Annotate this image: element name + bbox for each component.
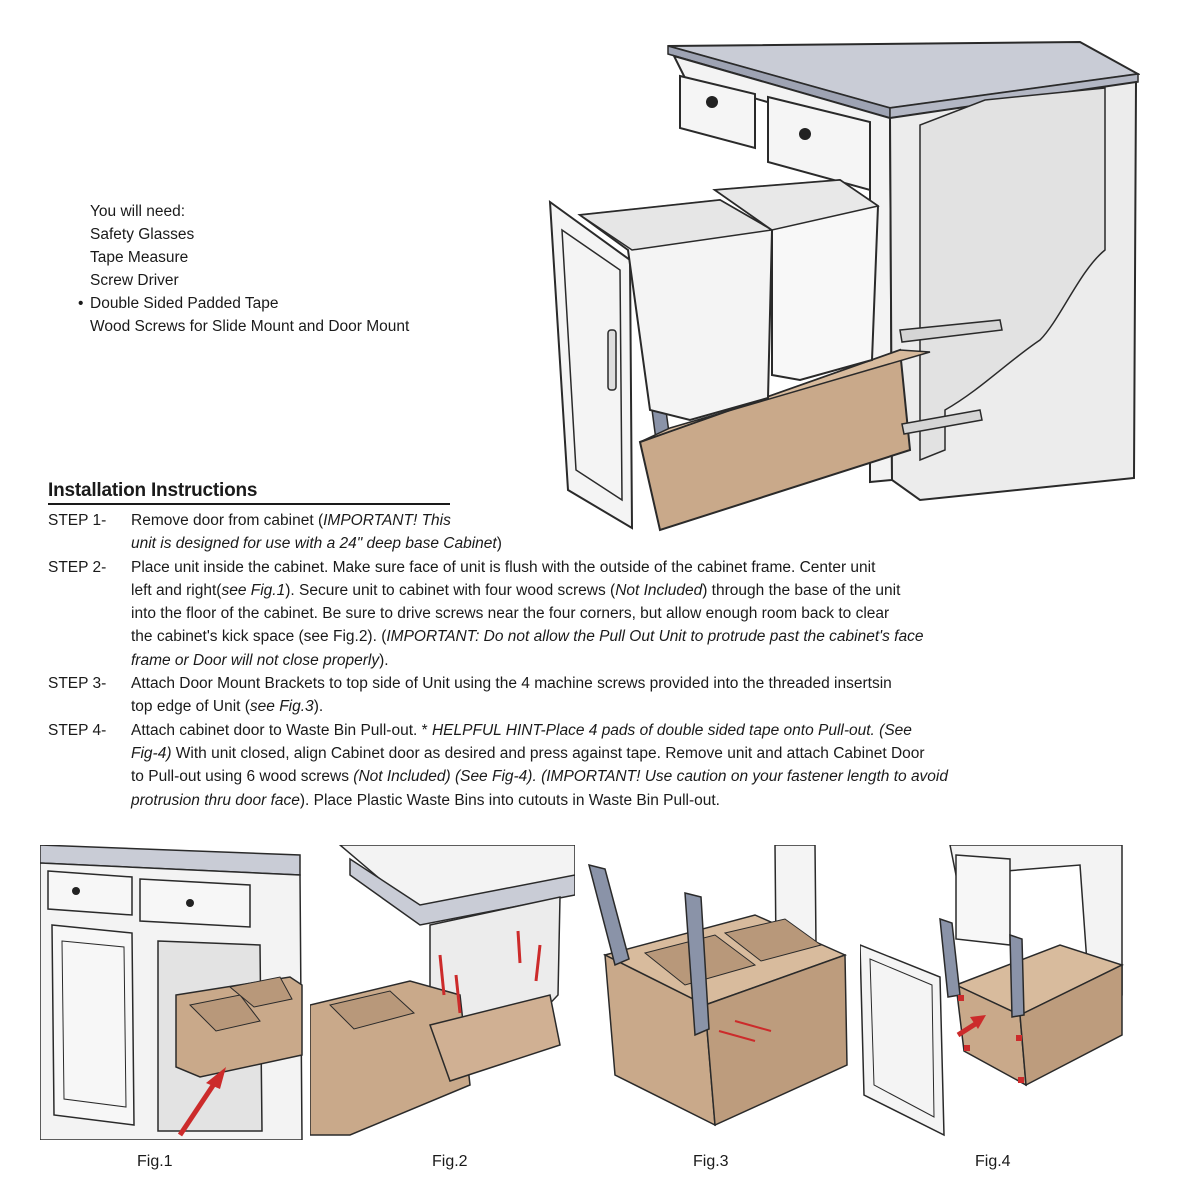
drawer-knob-icon <box>799 128 811 140</box>
tape-pad-icon <box>1018 1077 1024 1083</box>
italic-text: unit is designed for use with a 24" deep base Cabinet <box>131 535 497 553</box>
figure-2-svg <box>310 845 575 1140</box>
drawer-knob-icon <box>72 887 80 895</box>
italic-text: (Not Included) (See Fig-4). (IMPORTANT! Use caution on your fastener length to avoid <box>353 768 948 786</box>
needs-item-text: Double Sided Padded Tape <box>90 295 279 312</box>
step-line <box>131 789 1158 812</box>
italic-text: frame or Door will not close properly <box>131 651 380 669</box>
step-label: STEP 2- <box>48 558 107 576</box>
tape-pad-icon <box>958 995 964 1001</box>
step-body <box>131 556 1158 672</box>
text: Remove door from cabinet ( <box>131 512 324 529</box>
italic-text: protrusion thru door face <box>131 791 300 809</box>
step-3 <box>48 672 1158 719</box>
step-line <box>131 649 1158 672</box>
italic-text: Not Included <box>615 581 703 599</box>
text: Place unit inside the cabinet. Make sure face of unit is flush with the outside of the cabinet frame. Center unit <box>131 558 876 576</box>
installation-instructions <box>48 480 1158 812</box>
instructions-title: Installation Instructions <box>48 480 450 505</box>
figure-3 <box>585 845 850 1140</box>
drawer <box>48 871 132 915</box>
bullet: • <box>78 295 84 312</box>
cabinet-door-upper <box>956 855 1010 945</box>
door-handle-icon <box>608 330 616 390</box>
red-arrow-icon <box>518 931 520 963</box>
italic-text: IMPORTANT! This <box>323 512 451 529</box>
needs-item-text: Wood Screws for Slide Mount and Door Mount <box>90 318 410 335</box>
text: ). Secure unit to cabinet with four wood screws ( <box>285 581 616 599</box>
italic-text: see Fig.3 <box>249 698 314 716</box>
step-line <box>131 742 1158 765</box>
italic-text: Fig-4) <box>131 744 172 762</box>
hero-cabinet-illustration <box>540 30 1140 550</box>
step-body <box>131 509 601 556</box>
step-line <box>131 719 1158 742</box>
step-1 <box>48 509 1158 556</box>
step-line <box>131 765 1158 788</box>
step-line <box>131 602 1158 625</box>
figure-caption: Fig.4 <box>975 1153 1011 1170</box>
needs-item-text: Tape Measure <box>90 249 189 266</box>
tape-pad-icon <box>1016 1035 1022 1041</box>
needs-title: You will need: <box>90 203 186 220</box>
step-body <box>131 672 1158 719</box>
text: top edge of Unit ( <box>131 698 250 716</box>
figure-1 <box>40 845 305 1140</box>
text: Attach Door Mount Brackets to top side of Unit using the 4 machine screws provided into the threaded insertsin <box>131 675 892 693</box>
step-body <box>131 719 1158 812</box>
drawer-knob-icon <box>706 96 718 108</box>
hero-cabinet-svg <box>540 30 1140 550</box>
text: to Pull-out using 6 wood screws <box>131 768 354 786</box>
figure-2 <box>310 845 575 1140</box>
step-label: STEP 3- <box>48 675 107 693</box>
drawer <box>140 879 250 927</box>
step-4 <box>48 719 1158 812</box>
figure-4-svg <box>860 845 1125 1140</box>
italic-text: IMPORTANT: Do not allow the Pull Out Unit to protrude past the cabinet's face <box>386 628 924 646</box>
drawer-knob-icon <box>186 899 194 907</box>
needs-item <box>90 246 409 269</box>
text: the cabinet's kick space (see Fig.2). ( <box>131 628 387 646</box>
door-mount-bracket <box>589 865 629 965</box>
step-line <box>131 625 1158 648</box>
figure-caption: Fig.3 <box>693 1153 729 1170</box>
needs-item <box>90 223 409 246</box>
text: ) <box>496 535 502 553</box>
text: Attach cabinet door to Waste Bin Pull-out. * <box>131 721 432 739</box>
door-mount-bracket <box>1010 935 1024 1017</box>
step-line <box>131 695 1158 718</box>
step-line <box>131 556 1158 579</box>
step-2 <box>48 556 1158 672</box>
text: ) through the base of the unit <box>702 581 901 599</box>
step-line <box>131 672 1158 695</box>
text: left and right( <box>131 581 222 599</box>
figure-3-svg <box>585 845 850 1140</box>
italic-text: see Fig.1 <box>221 581 286 599</box>
needs-items <box>78 223 410 338</box>
needs-list <box>78 200 410 338</box>
figure-4 <box>860 845 1125 1140</box>
step-label: STEP 4- <box>48 721 107 739</box>
step-line <box>131 532 601 555</box>
step-line <box>131 579 1158 602</box>
figure-caption: Fig.2 <box>432 1153 468 1170</box>
step-line <box>131 509 601 532</box>
needs-item-text: Screw Driver <box>90 272 179 289</box>
tape-pad-icon <box>964 1045 970 1051</box>
figures-row <box>0 835 1200 1200</box>
italic-text: HELPFUL HINT-Place 4 pads of double sided tape onto Pull-out. (See <box>431 721 912 739</box>
needs-item-text: Safety Glasses <box>90 226 195 243</box>
text: ). <box>313 698 324 716</box>
step-label: STEP 1- <box>48 512 107 529</box>
text: ). <box>379 651 389 669</box>
text: into the floor of the cabinet. Be sure to drive screws near the four corners, but allow enough room back to clear <box>131 605 890 623</box>
text: With unit closed, align Cabinet door as desired and press against tape. Remove unit and attach Cabinet Door <box>171 744 925 762</box>
needs-item <box>90 269 409 292</box>
figure-caption: Fig.1 <box>137 1153 173 1170</box>
needs-item <box>90 315 409 338</box>
needs-item <box>78 292 409 315</box>
text: ). Place Plastic Waste Bins into cutouts in Waste Bin Pull-out. <box>299 791 720 809</box>
figure-1-svg <box>40 845 305 1140</box>
